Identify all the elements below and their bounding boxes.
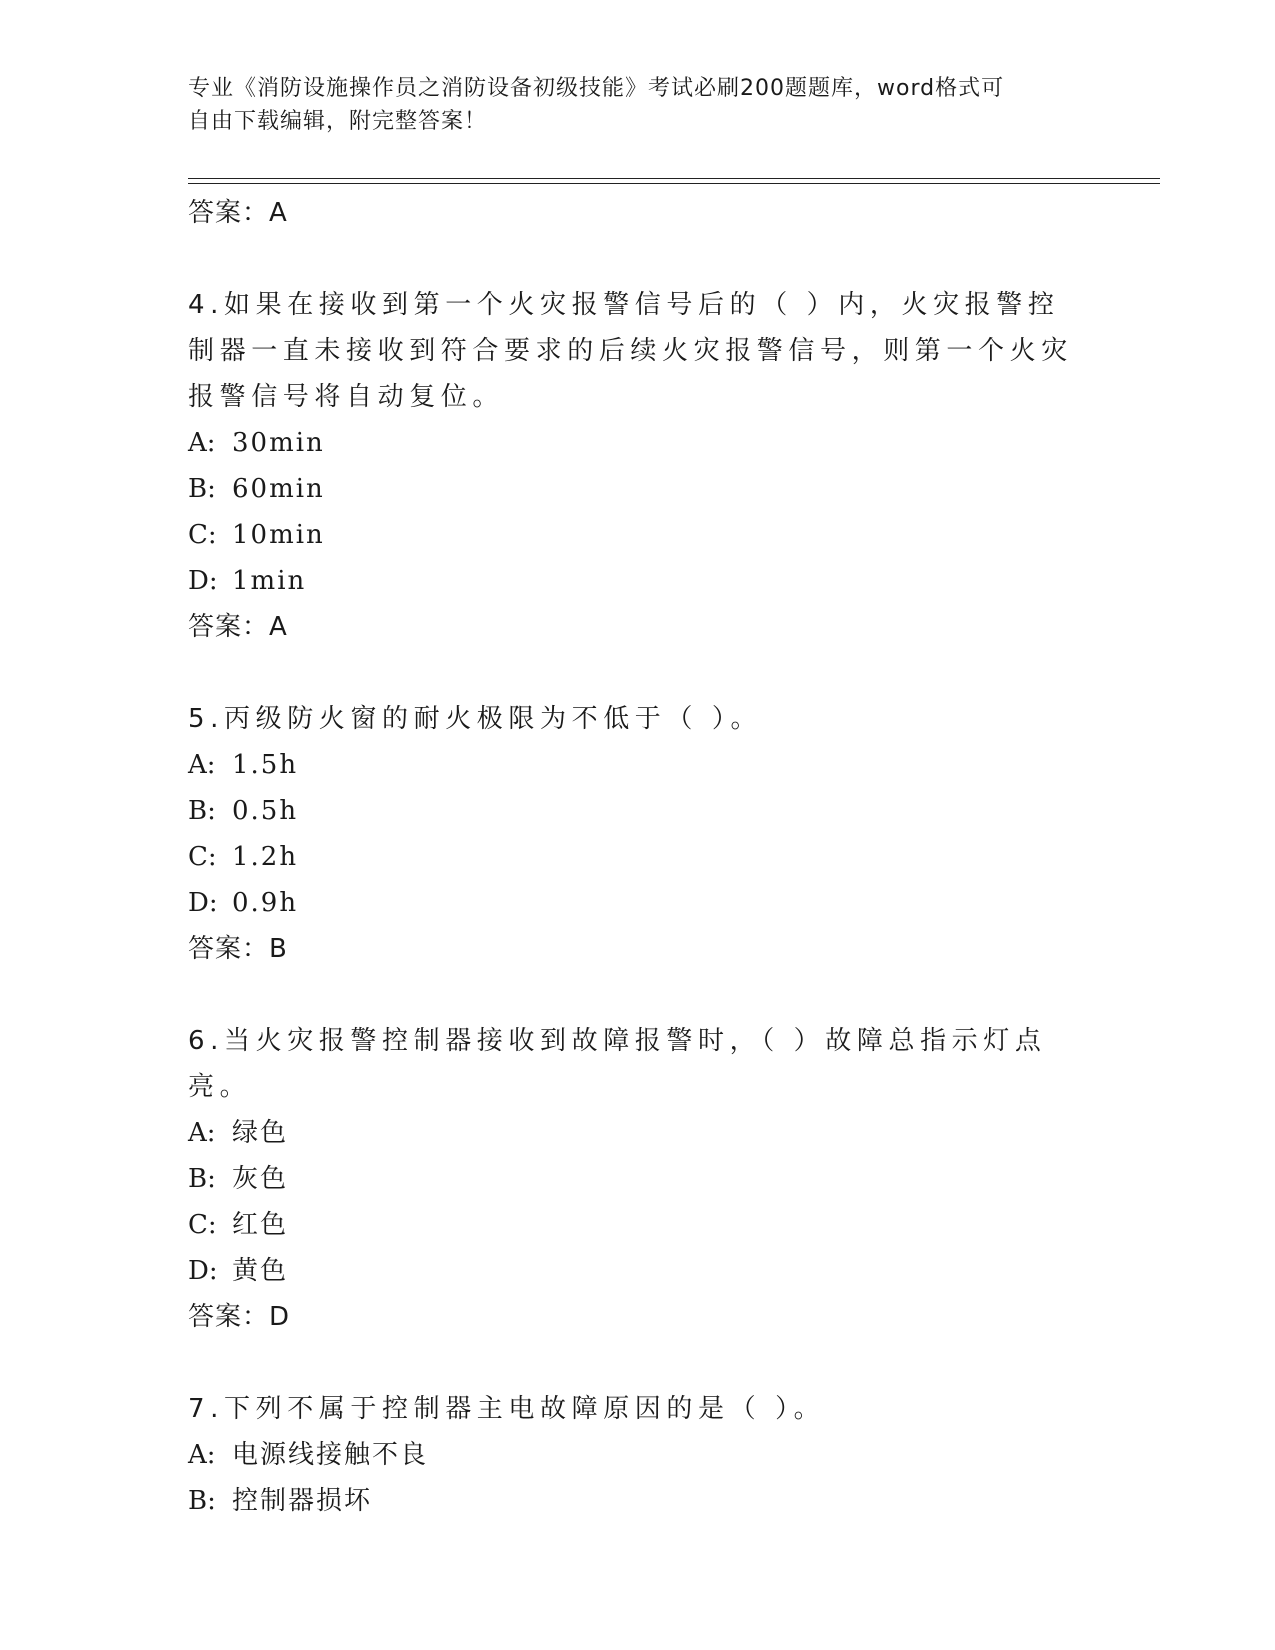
option-key: A:: [188, 1118, 216, 1148]
option-line: [188, 834, 1088, 880]
answer-line: 答案：D: [188, 1302, 291, 1332]
option-text: 30min: [232, 428, 325, 458]
option-text: 10min: [232, 520, 325, 550]
option-line: [188, 880, 1088, 926]
question-stem: 6.当火灾报警控制器接收到故障报警时，（ ）故障总指示灯点亮。: [188, 1026, 1047, 1102]
page-header: [188, 72, 1088, 138]
option-line: [188, 1156, 1088, 1202]
option-line: [188, 1110, 1088, 1156]
option-text: 黄色: [232, 1256, 289, 1286]
option-text: 60min: [232, 474, 325, 504]
option-text: 1min: [232, 566, 307, 596]
option-text: 1.2h: [232, 842, 299, 872]
option-key: D:: [188, 566, 218, 596]
header-rule-top: [188, 178, 1160, 179]
option-key: D:: [188, 888, 218, 918]
option-text: 1.5h: [232, 750, 299, 780]
question-block: [188, 1018, 1088, 1340]
question-stem: 5.丙级防火窗的耐火极限为不低于（ ）。: [188, 704, 763, 734]
question-list: [188, 190, 1088, 1524]
option-line: [188, 466, 1088, 512]
answer-line: 答案：A: [188, 612, 288, 642]
option-text: 灰色: [232, 1164, 289, 1194]
option-text: 控制器损坏: [232, 1486, 373, 1516]
option-line: [188, 788, 1088, 834]
option-key: B:: [188, 796, 216, 826]
option-key: A:: [188, 428, 216, 458]
option-key: D:: [188, 1256, 218, 1286]
answer-line: 答案：B: [188, 934, 288, 964]
question-stem: 4.如果在接收到第一个火灾报警信号后的（ ）内，火灾报警控制器一直未接收到符合要求的后续火灾报警信号，则第一个火灾报警信号将自动复位。: [188, 290, 1073, 412]
option-text: 红色: [232, 1210, 289, 1240]
option-text: 0.9h: [232, 888, 299, 918]
question-block: [188, 696, 1088, 972]
option-key: B:: [188, 1164, 216, 1194]
option-key: C:: [188, 1210, 217, 1240]
option-line: [188, 1478, 1088, 1524]
answer-line: 答案：A: [188, 198, 288, 228]
option-key: A:: [188, 750, 216, 780]
option-line: [188, 420, 1088, 466]
header-line-1: 专业《消防设施操作员之消防设备初级技能》考试必刷200题题库，word格式可: [188, 76, 1005, 101]
question-block: [188, 282, 1088, 650]
option-line: [188, 742, 1088, 788]
option-key: B:: [188, 474, 216, 504]
option-line: [188, 1202, 1088, 1248]
header-rule-bottom: [188, 183, 1160, 184]
question-stem: 7.下列不属于控制器主电故障原因的是（ ）。: [188, 1394, 826, 1424]
option-key: B:: [188, 1486, 216, 1516]
option-line: [188, 1248, 1088, 1294]
option-line: [188, 1432, 1088, 1478]
option-text: 电源线接触不良: [232, 1440, 429, 1470]
option-key: C:: [188, 842, 217, 872]
option-line: [188, 512, 1088, 558]
option-key: C:: [188, 520, 217, 550]
option-text: 0.5h: [232, 796, 299, 826]
option-key: A:: [188, 1440, 216, 1470]
question-block: [188, 1386, 1088, 1524]
header-line-2: 自由下载编辑，附完整答案！: [188, 109, 488, 134]
option-text: 绿色: [232, 1118, 289, 1148]
option-line: [188, 558, 1088, 604]
